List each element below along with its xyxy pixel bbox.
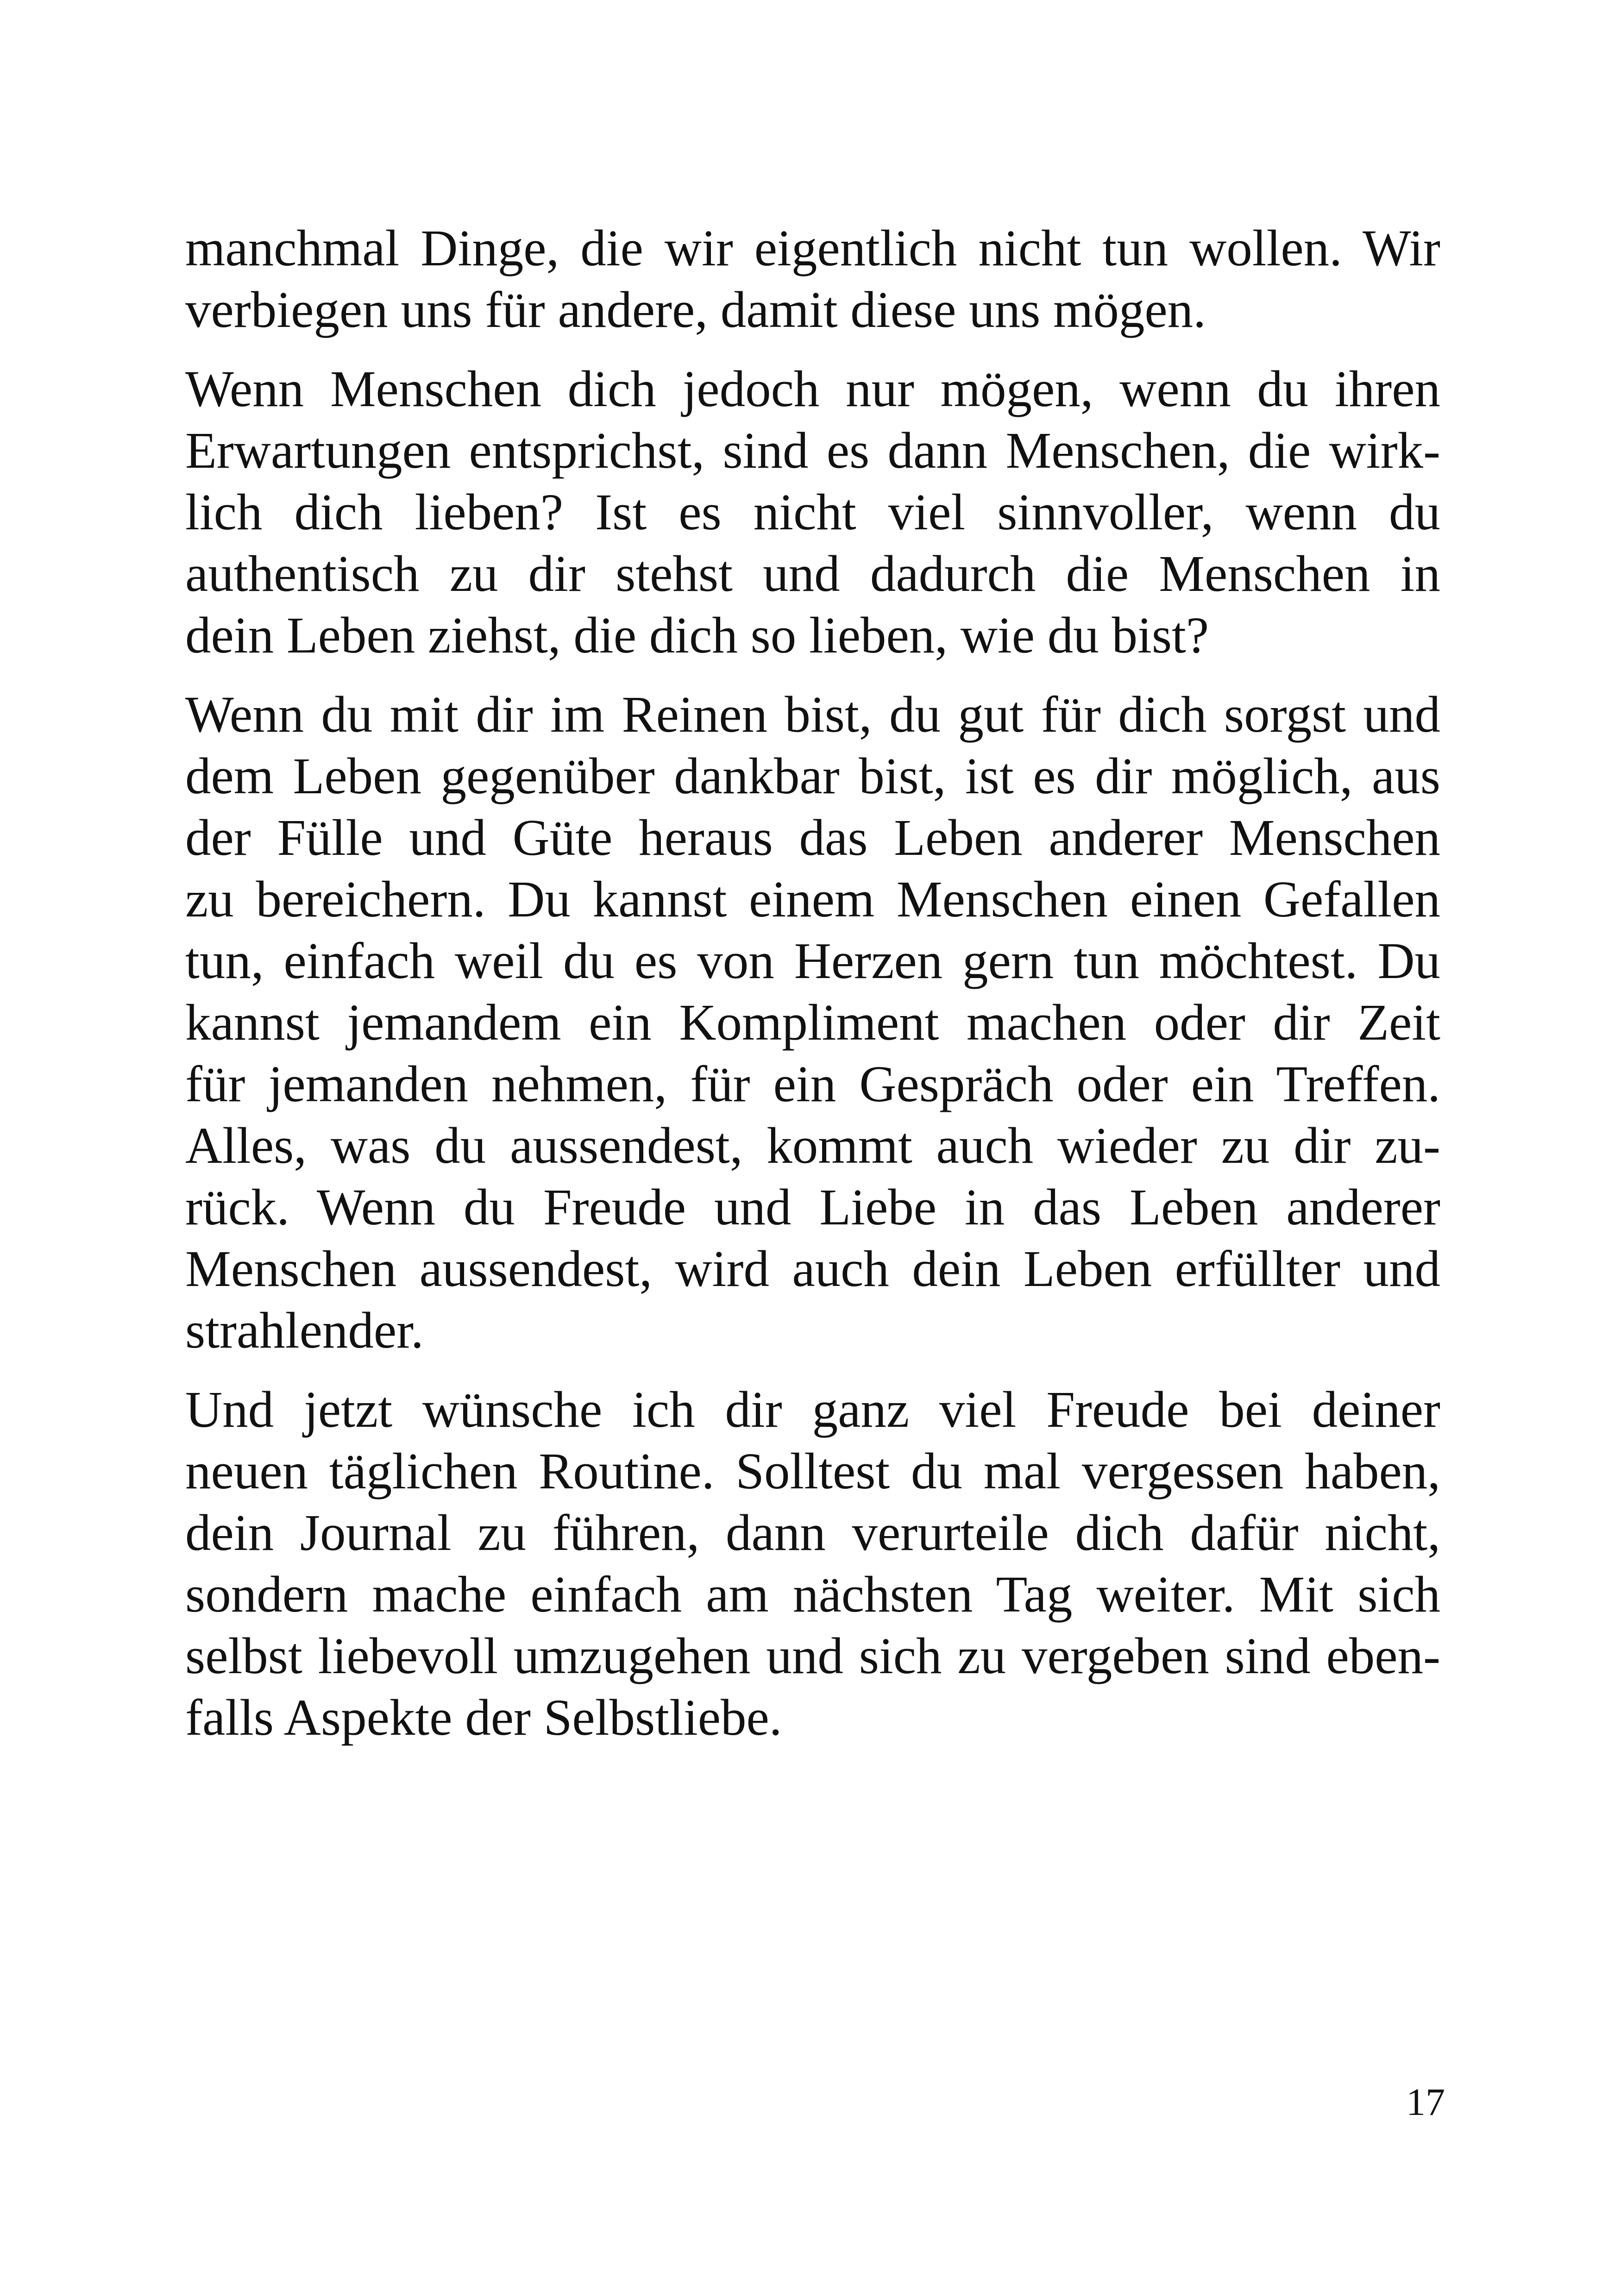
- text-line: Alles, was du aussendest, kommt auch wieder zu dir zu-: [185, 1117, 1440, 1174]
- text-line: Wenn Menschen dich jedoch nur mögen, wenn du ihren: [185, 361, 1440, 418]
- text-line: Menschen aussendest, wird auch dein Leben erfüllter und: [185, 1241, 1440, 1298]
- paragraph-4: [185, 1379, 1440, 1749]
- text-line: rück. Wenn du Freude und Liebe in das Leben anderer: [185, 1179, 1440, 1236]
- text-line: strahlender.: [185, 1302, 424, 1359]
- text-line: authentisch zu dir stehst und dadurch die Menschen in: [185, 546, 1440, 602]
- page-number: 17: [1406, 2081, 1445, 2124]
- text-line: tun, einfach weil du es von Herzen gern tun möchtest. Du: [185, 933, 1440, 990]
- text-line: lich dich lieben? Ist es nicht viel sinnvoller, wenn du: [185, 484, 1440, 541]
- text-line: kannst jemandem ein Kompliment machen oder dir Zeit: [185, 994, 1440, 1051]
- text-line: neuen täglichen Routine. Solltest du mal vergessen haben,: [185, 1443, 1440, 1500]
- text-line: für jemanden nehmen, für ein Gespräch oder ein Treffen.: [185, 1056, 1440, 1113]
- text-line: zu bereichern. Du kannst einem Menschen einen Gefallen: [185, 871, 1440, 928]
- paragraph-1: [185, 218, 1440, 341]
- text-line: Wenn du mit dir im Reinen bist, du gut für dich sorgst und: [185, 686, 1440, 743]
- text-line: dem Leben gegenüber dankbar bist, ist es dir möglich, aus: [185, 748, 1440, 805]
- text-line: Erwartungen entsprichst, sind es dann Menschen, die wirk-: [185, 422, 1440, 479]
- text-line: falls Aspekte der Selbstliebe.: [185, 1689, 782, 1746]
- paragraph-3: [185, 684, 1440, 1361]
- text-line: manchmal Dinge, die wir eigentlich nicht tun wollen. Wir: [185, 220, 1440, 277]
- text-line: selbst liebevoll umzugehen und sich zu vergeben sind eben-: [185, 1628, 1440, 1685]
- text-line: sondern mache einfach am nächsten Tag weiter. Mit sich: [185, 1566, 1440, 1623]
- body-text: [185, 218, 1440, 1766]
- text-line: dein Leben ziehst, die dich so lieben, wie du bist?: [185, 607, 1209, 664]
- paragraph-2: [185, 358, 1440, 666]
- text-line: Und jetzt wünsche ich dir ganz viel Freude bei deiner: [185, 1381, 1440, 1438]
- text-line: verbiegen uns für andere, damit diese uns mögen.: [185, 282, 1206, 339]
- text-line: dein Journal zu führen, dann verurteile dich dafür nicht,: [185, 1505, 1440, 1562]
- text-line: der Fülle und Güte heraus das Leben anderer Menschen: [185, 809, 1440, 866]
